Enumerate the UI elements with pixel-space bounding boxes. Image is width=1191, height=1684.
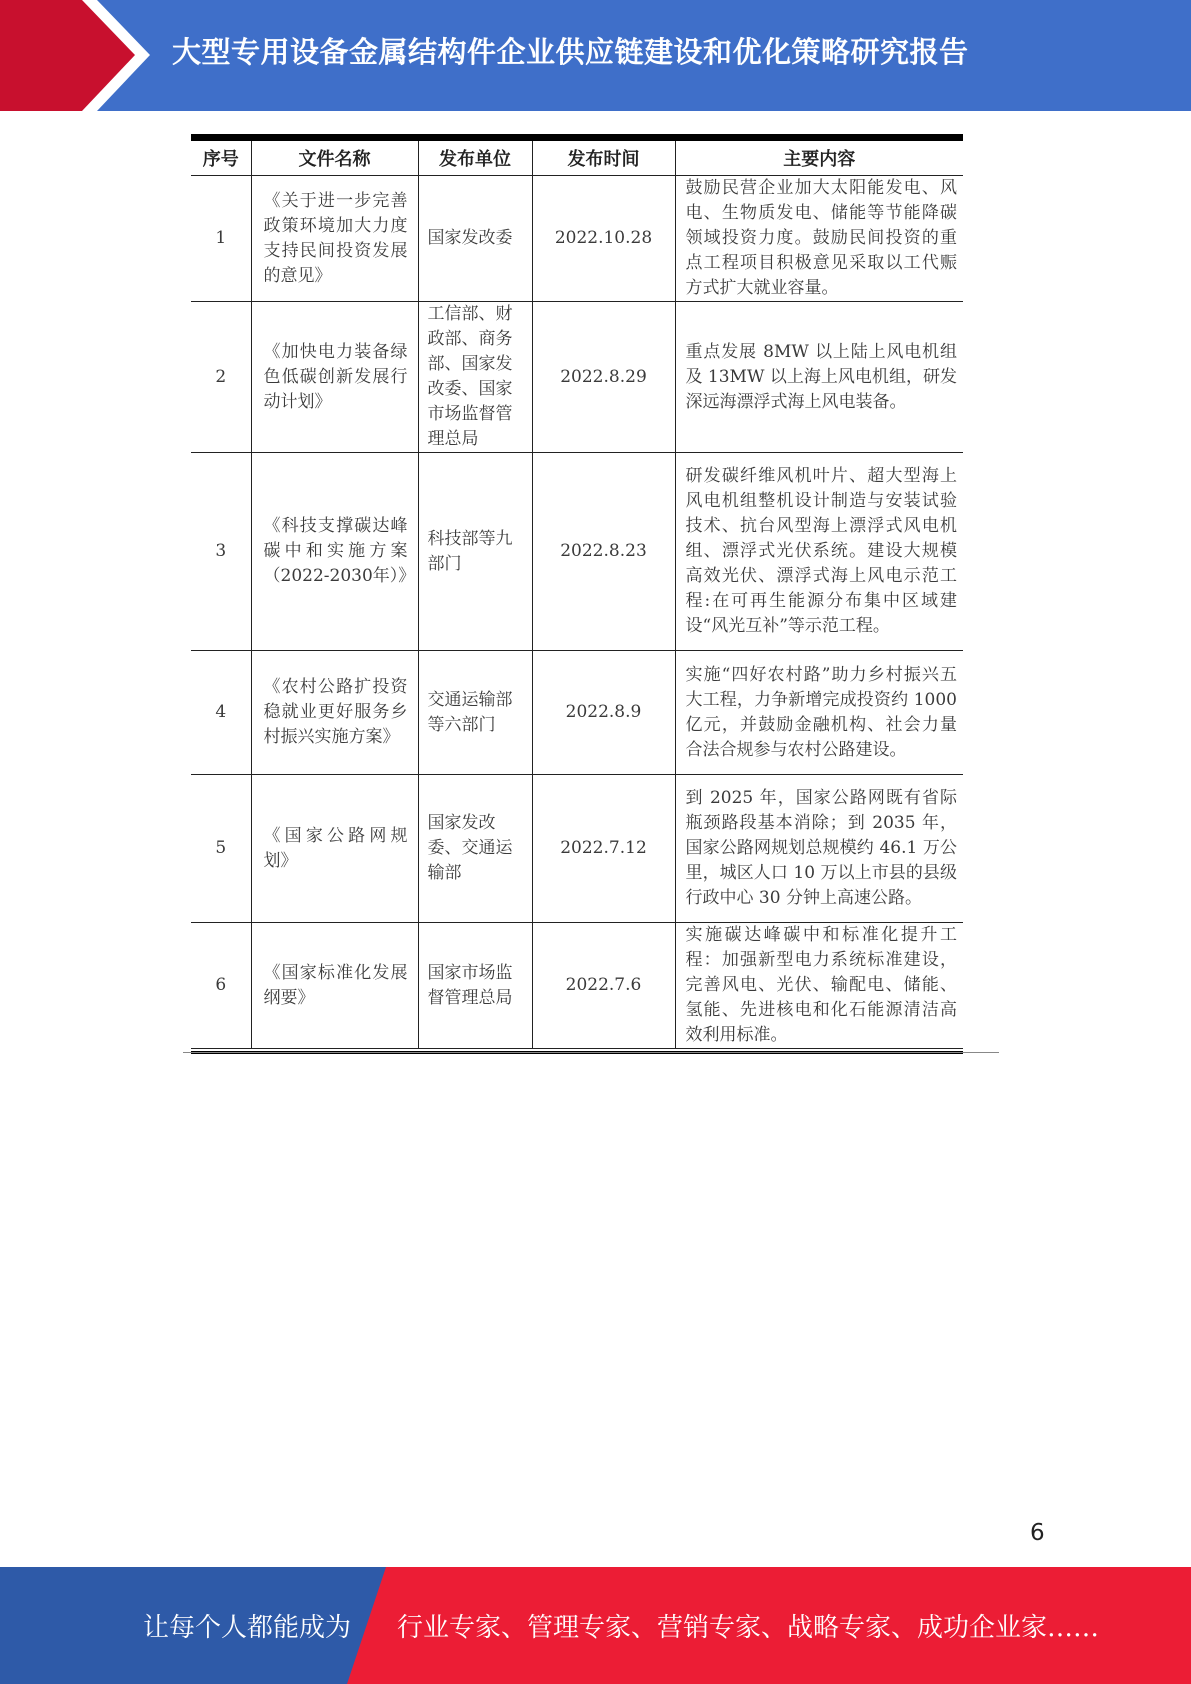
row-document-name: 《农村公路扩投资稳就业更好服务乡村振兴实施方案》 (251, 651, 418, 775)
row-date: 2022.8.9 (532, 651, 675, 775)
header-publisher: 发布单位 (418, 141, 532, 176)
row-no: 6 (191, 923, 251, 1049)
footer-slogan-right: 行业专家、管理专家、营销专家、战略专家、成功企业家…… (397, 1613, 1100, 1643)
report-footer (0, 1567, 1191, 1684)
table-underline (183, 1052, 999, 1053)
row-publisher: 交通运输部等六部门 (418, 651, 532, 775)
footer-slogan-left: 让每个人都能成为 (143, 1613, 352, 1643)
report-title: 大型专用设备金属结构件企业供应链建设和优化策略研究报告 (172, 35, 969, 69)
row-date: 2022.7.12 (532, 775, 675, 923)
row-content: 实施“四好农村路”助力乡村振兴五大工程，力争新增完成投资约 1000 亿元，并鼓励金融机构、社会力量合法合规参与农村公路建设。 (675, 651, 963, 775)
row-no: 1 (191, 176, 251, 302)
row-date: 2022.8.29 (532, 302, 675, 453)
row-date: 2022.10.28 (532, 176, 675, 302)
header-name: 文件名称 (251, 141, 418, 176)
row-no: 4 (191, 651, 251, 775)
row-document-name: 《国家标准化发展纲要》 (251, 923, 418, 1049)
table-row (191, 651, 963, 775)
row-document-name: 《关于进一步完善政策环境加大力度支持民间投资发展的意见》 (251, 176, 418, 302)
table-header-row (191, 141, 963, 176)
policy-table (191, 141, 963, 1049)
row-document-name: 《国家公路网规划》 (251, 775, 418, 923)
row-no: 3 (191, 453, 251, 651)
table-top-rule (191, 134, 963, 141)
row-document-name: 《加快电力装备绿色低碳创新发展行动计划》 (251, 302, 418, 453)
row-publisher: 国家市场监督管理总局 (418, 923, 532, 1049)
row-publisher: 工信部、财政部、商务部、国家发改委、国家市场监督管理总局 (418, 302, 532, 453)
row-content: 鼓励民营企业加大太阳能发电、风电、生物质发电、储能等节能降碳领域投资力度。鼓励民间投资的重点工程项目积极意见采取以工代赈方式扩大就业容量。 (675, 176, 963, 302)
table-row (191, 453, 963, 651)
row-no: 2 (191, 302, 251, 453)
row-no: 5 (191, 775, 251, 923)
table-row (191, 176, 963, 302)
header-date: 发布时间 (532, 141, 675, 176)
row-publisher: 国家发改委 (418, 176, 532, 302)
header-no: 序号 (191, 141, 251, 176)
row-date: 2022.8.23 (532, 453, 675, 651)
table-row (191, 923, 963, 1049)
row-publisher: 国家发改委、交通运输部 (418, 775, 532, 923)
page-number: 6 (1030, 1520, 1045, 1546)
row-content: 重点发展 8MW 以上陆上风电机组及 13MW 以上海上风电机组，研发深远海漂浮式海上风电装备。 (675, 302, 963, 453)
table-row (191, 302, 963, 453)
row-content: 实施碳达峰碳中和标准化提升工程：加强新型电力系统标准建设，完善风电、光伏、输配电、储能、氢能、先进核电和化石能源清洁高效利用标准。 (675, 923, 963, 1049)
row-document-name: 《科技支撑碳达峰碳中和实施方案（2022-2030年）》 (251, 453, 418, 651)
row-publisher: 科技部等九部门 (418, 453, 532, 651)
report-header (0, 0, 1191, 111)
row-content: 到 2025 年，国家公路网既有省际瓶颈路段基本消除；到 2035 年，国家公路网规划总规模约 46.1 万公里，城区人口 10 万以上市县的县级行政中心 30 分钟上高速公路。 (675, 775, 963, 923)
policy-table-container (191, 134, 963, 1054)
header-content: 主要内容 (675, 141, 963, 176)
row-date: 2022.7.6 (532, 923, 675, 1049)
row-content: 研发碳纤维风机叶片、超大型海上风电机组整机设计制造与安装试验技术、抗台风型海上漂浮式风电机组、漂浮式光伏系统。建设大规模高效光伏、漂浮式海上风电示范工程:在可再生能源分布集中区域建设“风光互补”等示范工程。 (675, 453, 963, 651)
table-row (191, 775, 963, 923)
